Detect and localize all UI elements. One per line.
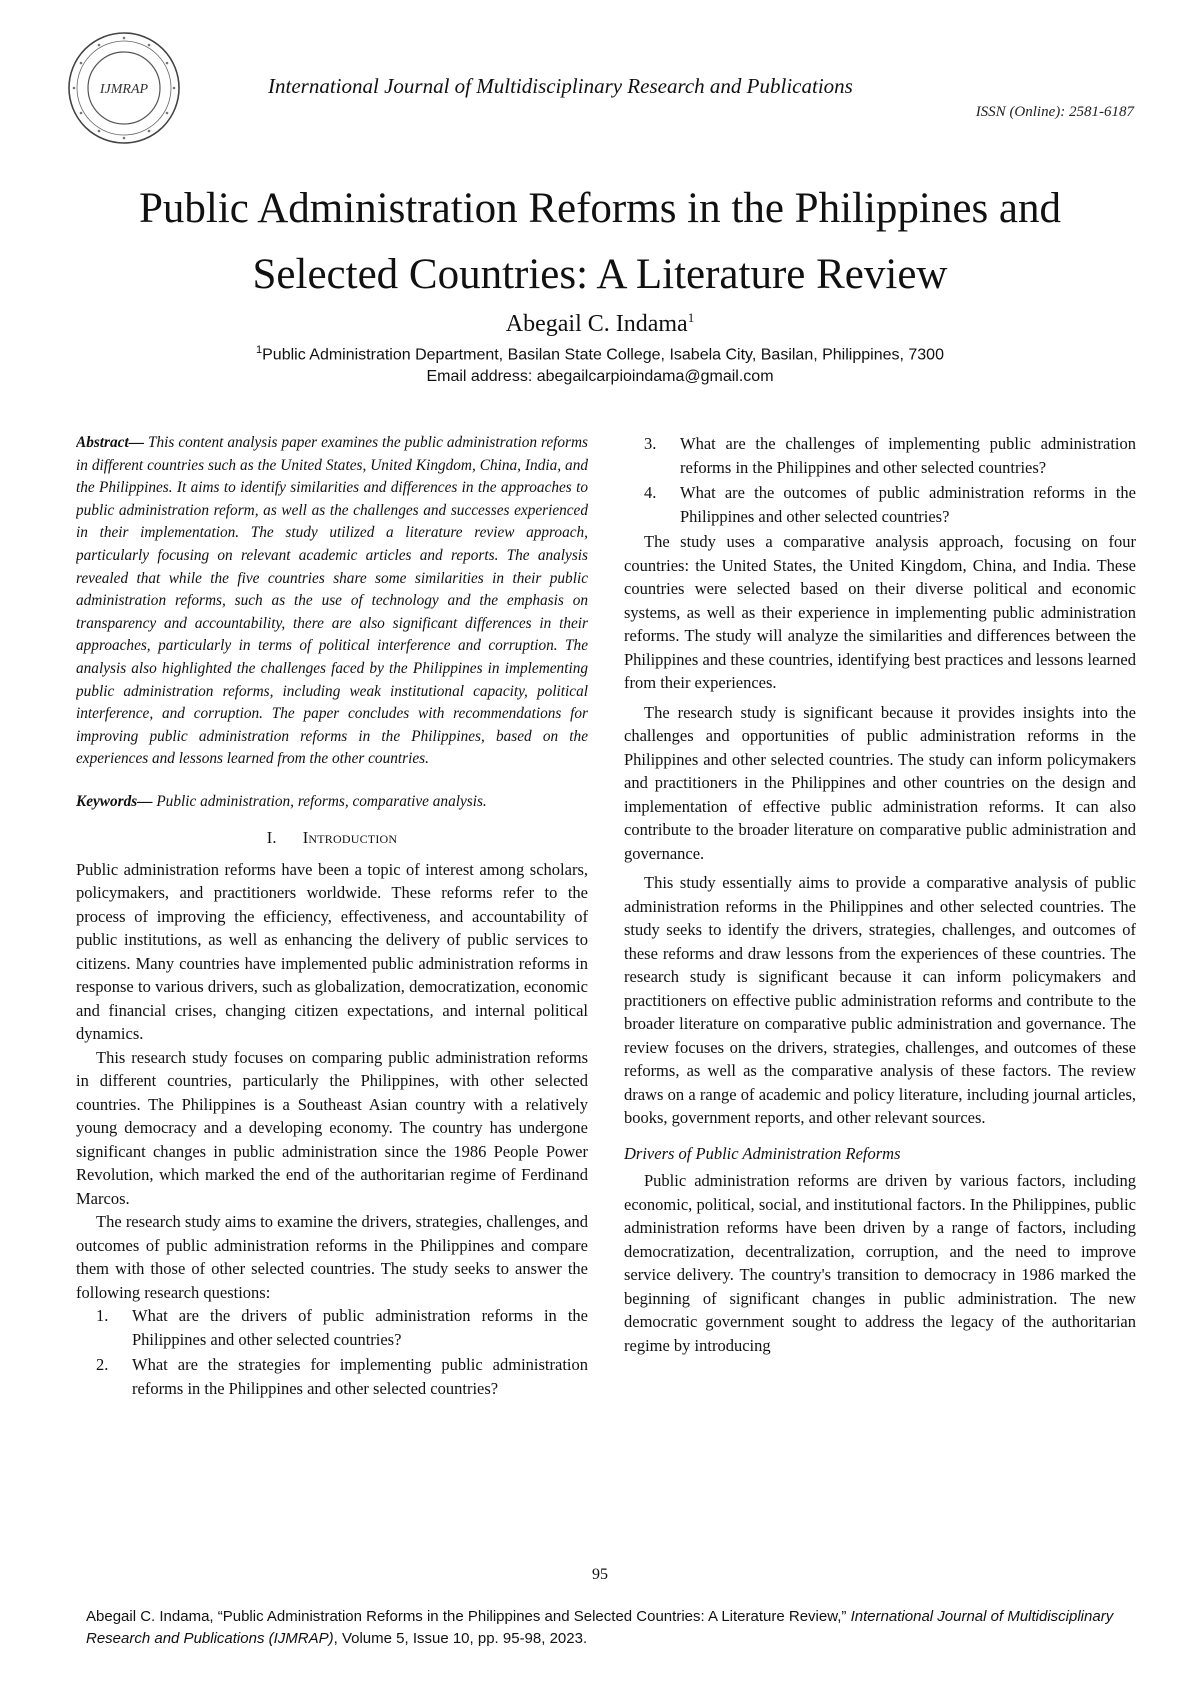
citation-details: , Volume 5, Issue 10, pp. 95-98, 2023.	[333, 1630, 588, 1647]
journal-logo-seal	[66, 30, 182, 146]
author-superscript: 1	[687, 310, 695, 325]
question-text: What are the challenges of implementing public administration reforms in the Philippines and other selected countries?	[680, 434, 1136, 477]
drivers-paragraph-1: Public administration reforms are driven by various factors, including economic, political, social, and institutional factors. In the Philippines, public administration reforms have been driven by a range of factors, including democratization, decentralization, corruption, and the need to improve service delivery. The country's transition to democracy in 1986 marked the beginning of significant changes in public administration. The new democratic government sought to address the legacy of the authoritarian regime by introducing	[624, 1171, 1136, 1355]
research-question	[76, 1353, 588, 1400]
question-number: 2.	[96, 1355, 109, 1374]
paper-title	[60, 176, 1140, 308]
research-questions-list-continued	[624, 432, 1136, 528]
question-number: 4.	[644, 483, 657, 502]
section-title: Introduction	[302, 827, 398, 847]
research-question	[76, 1304, 588, 1351]
paper-title-line-2: Selected Countries: A Literature Review	[252, 251, 948, 298]
citation-text: Abegail C. Indama, “Public Administration Reforms in the Philippines and Selected Countries: A Literature Review,”	[86, 1608, 851, 1625]
abstract-text: This content analysis paper examines the public administration reforms in different countries such as the United States, United Kingdom, China, India, and the Philippines. It aims to identify similarities and differences in the approaches to public administration reform, as well as the challenges and successes experienced in their implementation. The study utilized a literature review approach, particularly focusing on relevant academic articles and reports. The analysis revealed that while the five countries share some similarities in their public administration reforms, such as the use of technology and the emphasis on transparency and accountability, there are also significant differences in their approaches, particularly in terms of political interference and corruption. The analysis also highlighted the challenges faced by the Philippines in implementing public administration reforms, including weak institutional capacity, political interference, and corruption. The paper concludes with recommendations for improving public administration reforms in the Philippines, based on the experiences and lessons learned from the other countries.	[76, 434, 588, 768]
affiliation-text: Public Administration Department, Basilan State College, Isabela City, Basilan, Philippines, 7300	[262, 346, 944, 364]
question-number: 1.	[96, 1306, 109, 1325]
question-text: What are the outcomes of public administration reforms in the Philippines and other selected countries?	[680, 483, 1136, 526]
page-number: 95	[592, 1566, 608, 1583]
right-column	[624, 432, 1136, 1552]
question-text: What are the strategies for implementing public administration reforms in the Philippines and other selected countries?	[132, 1355, 588, 1398]
intro-paragraph-4: The study uses a comparative analysis approach, focusing on four countries: the United States, the United Kingdom, China, and India. These countries were selected based on their diverse political and economic systems, as well as their experience in implementing public administration reforms. The study will analyze the similarities and differences between the Philippines and these countries, identifying best practices and lessons learned from their experiences.	[624, 532, 1136, 692]
author-name	[0, 310, 1200, 338]
journal-name: International Journal of Multidisciplinary Research and Publications	[268, 74, 853, 98]
research-questions-list	[76, 1304, 588, 1400]
author-name-text: Abegail C. Indama	[505, 311, 688, 337]
intro-paragraph-5: The research study is significant because it provides insights into the challenges and opportunities of public administration reforms in the Philippines and other selected countries. The study can inform policymakers and practitioners in the Philippines and other countries on the design and implementation of effective public administration reforms. It can also contribute to the broader literature on comparative public administration and governance.	[624, 702, 1136, 863]
citation-journal: International Journal of Multidisciplinary Research and Publications (IJMRAP)	[86, 1608, 1114, 1647]
abstract-label: Abstract—	[76, 434, 144, 451]
left-column	[76, 432, 588, 1552]
keywords-label: Keywords—	[76, 792, 153, 810]
research-question	[624, 432, 1136, 479]
citation-footer	[86, 1606, 1136, 1650]
question-number: 3.	[644, 434, 657, 453]
keywords	[76, 791, 588, 814]
section-number: I.	[266, 827, 277, 847]
section-heading-introduction	[76, 828, 588, 848]
subsection-heading-drivers: Drivers of Public Administration Reforms	[624, 1143, 901, 1163]
svg-text:IJMRAP: IJMRAP	[99, 82, 149, 97]
intro-paragraph-2: This research study focuses on comparing public administration reforms in different countries, particularly the Philippines, with other selected countries. The Philippines is a Southeast Asian country with a relatively young democracy and a developing economy. The country has undergone significant changes in public administration since the 1986 People Power Revolution, which marked the end of the authoritarian regime of Ferdinand Marcos.	[76, 1047, 588, 1208]
intro-paragraph-1: Public administration reforms have been a topic of interest among scholars, policymakers, and practitioners worldwide. These reforms refer to the process of improving the efficiency, effectiveness, and accountability of public institutions, as well as enhancing the delivery of public services to citizens. Many countries have implemented public administration reforms in response to various drivers, such as globalization, democratization, economic and financial crises, changing citizen expectations, and internal political dynamics.	[76, 859, 588, 1043]
question-text: What are the drivers of public administration reforms in the Philippines and other selected countries?	[132, 1306, 588, 1349]
abstract	[76, 432, 588, 771]
intro-paragraph-6: This study essentially aims to provide a comparative analysis of public administration reforms in the Philippines and other selected countries. The study seeks to identify the drivers, strategies, challenges, and outcomes of these reforms and draw lessons from the experiences of these countries. The research study is significant because it can inform policymakers and practitioners on effective public administration reforms and contribute to the broader literature on comparative public administration and governance. The review focuses on the drivers, strategies, challenges, and outcomes of these reforms, as well as the comparative analysis of these factors. The review draws on a range of academic and policy literature, including journal articles, books, government reports, and other relevant sources.	[624, 873, 1136, 1127]
intro-paragraph-3: The research study aims to examine the drivers, strategies, challenges, and outcomes of public administration reforms in the Philippines and compare them with those of other selected countries. The study seeks to answer the following research questions:	[76, 1212, 588, 1302]
affiliation-superscript: 1	[256, 344, 263, 356]
issn-number: ISSN (Online): 2581-6187	[975, 104, 1134, 120]
author-affiliation	[0, 344, 1200, 364]
research-question	[624, 481, 1136, 528]
paper-title-line-1: Public Administration Reforms in the Philippines and	[138, 185, 1062, 232]
keywords-text: Public administration, reforms, comparative analysis.	[152, 792, 487, 810]
author-email: Email address: abegailcarpioindama@gmail.com	[426, 368, 774, 385]
